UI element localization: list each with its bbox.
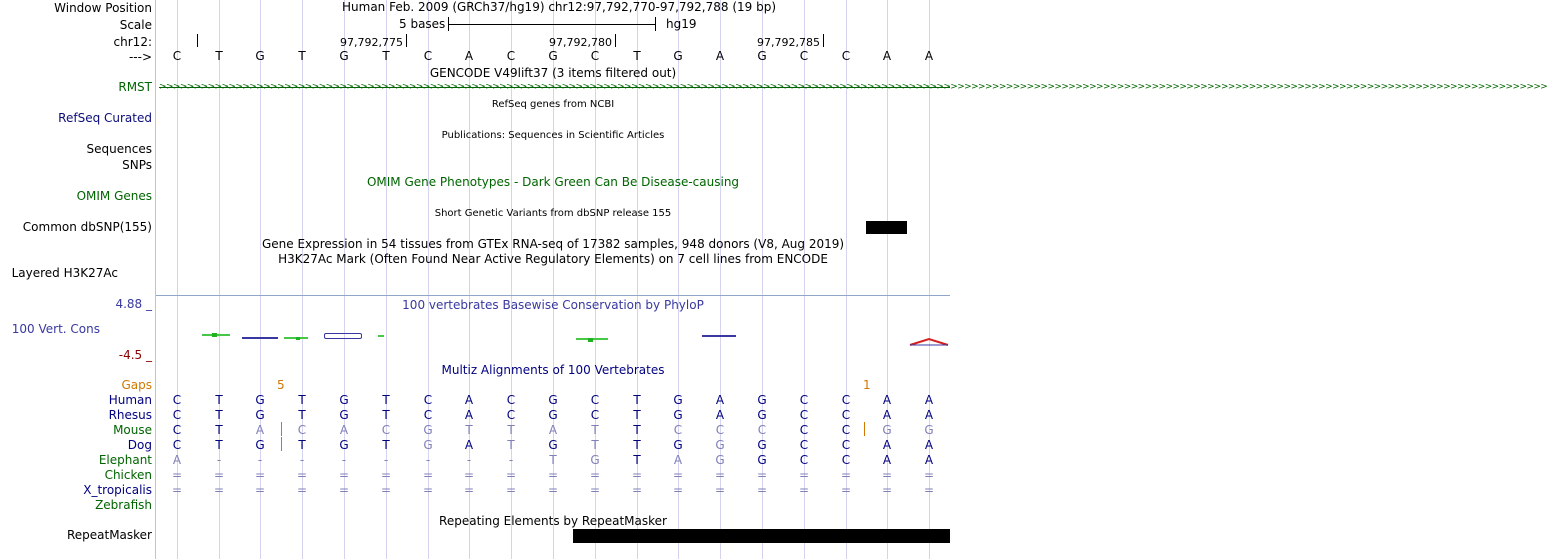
multiz-track-title: Multiz Alignments of 100 Vertebrates [441, 363, 665, 377]
cons-min-label: -4.5 _ [118, 348, 152, 362]
gap-count-label: 5 [277, 378, 285, 392]
alignment-base: A [548, 423, 558, 437]
sequence-base: G [757, 49, 767, 63]
alignment-base: T [633, 408, 641, 422]
repeatmasker-track-title: Repeating Elements by RepeatMasker [439, 514, 667, 528]
alignment-base: = [380, 483, 392, 497]
publications-track-title: Publications: Sequences in Scientific Articles [441, 130, 665, 141]
alignment-base: T [298, 438, 306, 452]
alignment-base: C [506, 408, 516, 422]
alignment-base: T [298, 393, 306, 407]
track-label-sequences[interactable]: Sequences [86, 142, 152, 156]
alignment-base: A [924, 453, 934, 467]
h3k27ac-track-title: H3K27Ac Mark (Often Found Near Active Regulatory Elements) on 7 cell lines from ENCODE [278, 252, 828, 266]
insertion-marker [864, 422, 865, 436]
alignment-base: = [422, 468, 434, 482]
alignment-base: = [254, 468, 266, 482]
sequence-base: C [506, 49, 516, 63]
species-label-dog[interactable]: Dog [127, 438, 152, 452]
alignment-base: C [799, 453, 809, 467]
insertion-marker [281, 422, 282, 436]
alignment-base: T [382, 438, 390, 452]
alignment-base: A [924, 438, 934, 452]
scale-label: Scale [119, 18, 152, 32]
genome-browser-track-image[interactable] [156, 0, 1547, 559]
gtex-track-title: Gene Expression in 54 tissues from GTEx RNA-seq of 17382 samples, 948 donors (V8, Aug 2019) [261, 237, 845, 251]
alignment-base: T [382, 408, 390, 422]
alignment-base: G [548, 408, 558, 422]
sequence-base: A [882, 49, 892, 63]
alignment-base: = [589, 468, 601, 482]
alignment-base: T [633, 438, 641, 452]
scale-bar-right-tick [655, 17, 656, 31]
gencode-track-title: GENCODE V49lift37 (3 items filtered out) [429, 66, 677, 80]
track-label-rmst[interactable]: RMST [118, 80, 152, 94]
alignment-base: T [215, 438, 223, 452]
alignment-base: = [881, 468, 893, 482]
track-label-cons[interactable]: 100 Vert. Cons [11, 322, 100, 336]
ruler-tick [615, 34, 616, 47]
alignment-base: G [924, 423, 934, 437]
alignment-base: C [172, 393, 182, 407]
alignment-base: C [715, 423, 725, 437]
alignment-base: = [840, 483, 852, 497]
track-label-dbsnp[interactable]: Common dbSNP(155) [22, 220, 152, 234]
alignment-base: G [339, 438, 349, 452]
alignment-base: C [297, 423, 307, 437]
alignment-base: = [422, 483, 434, 497]
alignment-base: = [631, 483, 643, 497]
species-label-rhesus[interactable]: Rhesus [108, 408, 152, 422]
sequence-base: G [339, 49, 349, 63]
track-label-refseq[interactable]: RefSeq Curated [58, 111, 152, 125]
ruler-tick [823, 34, 824, 47]
chrom-label: chr12: [113, 35, 152, 49]
alignment-base: T [591, 438, 599, 452]
alignment-base: = [631, 468, 643, 482]
alignment-base: = [923, 483, 935, 497]
alignment-base: G [757, 438, 767, 452]
sequence-base: T [298, 49, 306, 63]
phylop-bar [324, 333, 362, 339]
sequence-base: T [633, 49, 641, 63]
alignment-base: - [508, 453, 514, 467]
alignment-base: = [547, 483, 559, 497]
sequence-base: T [215, 49, 223, 63]
alignment-base: G [673, 438, 683, 452]
alignment-base: = [714, 468, 726, 482]
alignment-base: T [507, 423, 515, 437]
alignment-base: = [171, 483, 183, 497]
alignment-base: = [463, 483, 475, 497]
alignment-base: A [882, 408, 892, 422]
species-label-elephant[interactable]: Elephant [98, 453, 152, 467]
alignment-base: - [383, 453, 389, 467]
ruler-coord-3: 97,792,785 [757, 36, 820, 49]
alignment-base: C [673, 423, 683, 437]
alignment-base: C [841, 408, 851, 422]
alignment-base: = [296, 468, 308, 482]
alignment-base: = [380, 468, 392, 482]
alignment-base: = [840, 468, 852, 482]
alignment-base: A [715, 393, 725, 407]
alignment-base: T [549, 453, 557, 467]
phylop-bar [296, 337, 300, 340]
alignment-base: = [213, 483, 225, 497]
sequence-base: C [590, 49, 600, 63]
scale-bar [448, 24, 656, 25]
phylop-bar [242, 337, 278, 339]
alignment-base: T [633, 453, 641, 467]
alignment-base: G [757, 408, 767, 422]
phylop-negative-peak [910, 335, 948, 343]
alignment-base: C [799, 408, 809, 422]
alignment-base: = [756, 483, 768, 497]
cons-max-label: 4.88 _ [115, 297, 152, 311]
alignment-base: - [425, 453, 431, 467]
sequence-base: G [255, 49, 265, 63]
alignment-base: A [882, 438, 892, 452]
sequence-base: G [548, 49, 558, 63]
alignment-base: = [756, 468, 768, 482]
sequence-base: C [841, 49, 851, 63]
alignment-base: = [798, 468, 810, 482]
alignment-base: - [466, 453, 472, 467]
alignment-base: G [548, 438, 558, 452]
alignment-base: G [673, 408, 683, 422]
alignment-base: C [506, 393, 516, 407]
alignment-base: A [924, 393, 934, 407]
alignment-base: = [213, 468, 225, 482]
dbsnp-variant-block[interactable] [866, 221, 907, 234]
sequence-base: A [924, 49, 934, 63]
alignment-base: = [463, 468, 475, 482]
alignment-base: A [464, 408, 474, 422]
scale-bar-left-tick [448, 17, 449, 31]
alignment-base: C [172, 438, 182, 452]
phylop-bar [378, 335, 384, 337]
alignment-base: C [841, 423, 851, 437]
alignment-base: = [547, 468, 559, 482]
sequence-base: G [673, 49, 683, 63]
alignment-base: = [589, 483, 601, 497]
alignment-base: A [255, 423, 265, 437]
alignment-base: G [757, 393, 767, 407]
track-label-panel [0, 0, 155, 559]
alignment-base: G [255, 438, 265, 452]
alignment-base: C [590, 408, 600, 422]
alignment-base: G [548, 393, 558, 407]
alignment-base: A [172, 453, 182, 467]
alignment-base: C [590, 393, 600, 407]
alignment-base: C [381, 423, 391, 437]
alignment-base: = [714, 483, 726, 497]
window-position-label: Window Position [54, 1, 152, 15]
alignment-base: A [464, 438, 474, 452]
alignment-base: C [423, 393, 433, 407]
insertion-marker [281, 437, 282, 451]
alignment-base: = [881, 483, 893, 497]
alignment-base: T [465, 423, 473, 437]
alignment-base: A [924, 408, 934, 422]
alignment-base: G [882, 423, 892, 437]
alignment-base: T [633, 423, 641, 437]
alignment-base: C [423, 408, 433, 422]
alignment-base: A [339, 423, 349, 437]
alignment-base: C [841, 453, 851, 467]
alignment-base: = [296, 483, 308, 497]
track-label-gaps[interactable]: Gaps [121, 378, 152, 392]
alignment-base: G [673, 393, 683, 407]
gap-count-label: 1 [863, 378, 871, 392]
phylop-bar [702, 335, 736, 337]
alignment-base: C [799, 438, 809, 452]
assembly-position-text: Human Feb. 2009 (GRCh37/hg19) chr12:97,792,770-97,792,788 (19 bp) [342, 0, 777, 14]
alignment-base: = [338, 468, 350, 482]
track-label-snps[interactable]: SNPs [122, 158, 152, 172]
sequence-base: C [172, 49, 182, 63]
alignment-base: A [882, 453, 892, 467]
repeatmasker-element[interactable] [573, 529, 950, 543]
alignment-base: A [464, 393, 474, 407]
alignment-base: G [590, 453, 600, 467]
alignment-base: G [715, 453, 725, 467]
alignment-base: C [172, 423, 182, 437]
alignment-base: A [673, 453, 683, 467]
track-label-h3k27ac[interactable]: Layered H3K27Ac [11, 266, 118, 280]
ruler-tick [406, 34, 407, 47]
sequence-base: A [715, 49, 725, 63]
species-label-x-tropicalis[interactable]: X_tropicalis [83, 483, 152, 497]
species-label-zebrafish[interactable]: Zebrafish [95, 498, 152, 512]
alignment-base: A [882, 393, 892, 407]
ruler-coord-2: 97,792,780 [549, 36, 612, 49]
track-label-omim[interactable]: OMIM Genes [76, 189, 152, 203]
alignment-base: = [798, 483, 810, 497]
sequence-base: T [382, 49, 390, 63]
phylop-bar [212, 333, 217, 337]
alignment-base: A [715, 408, 725, 422]
alignment-base: - [341, 453, 347, 467]
cons-track-top-border [156, 295, 950, 296]
species-label-mouse[interactable]: Mouse [113, 423, 152, 437]
alignment-base: C [841, 393, 851, 407]
alignment-base: = [338, 483, 350, 497]
alignment-base: T [215, 408, 223, 422]
alignment-base: = [672, 483, 684, 497]
alignment-base: T [298, 408, 306, 422]
alignment-base: - [299, 453, 305, 467]
alignment-base: G [255, 393, 265, 407]
ruler-coord-1: 97,792,775 [340, 36, 403, 49]
alignment-base: = [171, 468, 183, 482]
alignment-base: G [423, 423, 433, 437]
dbsnp-track-title: Short Genetic Variants from dbSNP release 155 [434, 208, 672, 219]
scale-bases-text: 5 bases [399, 17, 446, 31]
alignment-base: C [841, 438, 851, 452]
ruler-tick [197, 34, 198, 47]
alignment-base: T [591, 423, 599, 437]
sequence-base: C [799, 49, 809, 63]
alignment-base: T [215, 393, 223, 407]
alignment-base: T [215, 423, 223, 437]
omim-track-title: OMIM Gene Phenotypes - Dark Green Can Be Disease-causing [366, 175, 740, 189]
refseq-track-title: RefSeq genes from NCBI [491, 99, 615, 110]
alignment-base: C [799, 393, 809, 407]
sequence-base: C [423, 49, 433, 63]
alignment-base: T [633, 393, 641, 407]
phylop-track-title: 100 vertebrates Basewise Conservation by PhyloP [402, 298, 704, 312]
alignment-base: = [254, 483, 266, 497]
alignment-base: G [757, 453, 767, 467]
phylop-bar [588, 338, 593, 342]
alignment-base: = [505, 483, 517, 497]
alignment-base: G [423, 438, 433, 452]
alignment-base: G [255, 408, 265, 422]
alignment-base: C [172, 408, 182, 422]
alignment-base: C [757, 423, 767, 437]
alignment-base: - [257, 453, 263, 467]
strand-label[interactable]: ---> [128, 50, 152, 64]
alignment-base: - [216, 453, 222, 467]
alignment-base: G [339, 408, 349, 422]
scale-db-text: hg19 [666, 17, 697, 31]
alignment-base: G [339, 393, 349, 407]
alignment-base: = [923, 468, 935, 482]
alignment-base: C [799, 423, 809, 437]
species-label-human[interactable]: Human [108, 393, 152, 407]
alignment-base: = [505, 468, 517, 482]
track-label-repeatmasker[interactable]: RepeatMasker [66, 528, 152, 542]
alignment-base: G [715, 438, 725, 452]
alignment-base: T [507, 438, 515, 452]
rmst-gene-feature[interactable]: >>>>>>>>>>>>>>>>>>>>>>>>>>>>>>>>>>>>>>>>>>>>>>>>>>>>>>>>>>>>>>>>>>>>>>>>>>>>>>>>>>>>>>>>>>>>>>>>>>>>>>>>>>>>>>>>>>>>>>>>>>>>>>>>>>>>>>>>>>>>>>>>>>>>>>>>>>>>>>>>>>>>>>>>>>>>>>>>>>>>>>>>>>>>>>>>>>>>>>>> [159, 82, 1547, 92]
alignment-base: T [382, 393, 390, 407]
alignment-base: = [672, 468, 684, 482]
species-label-chicken[interactable]: Chicken [104, 468, 152, 482]
sequence-base: A [464, 49, 474, 63]
